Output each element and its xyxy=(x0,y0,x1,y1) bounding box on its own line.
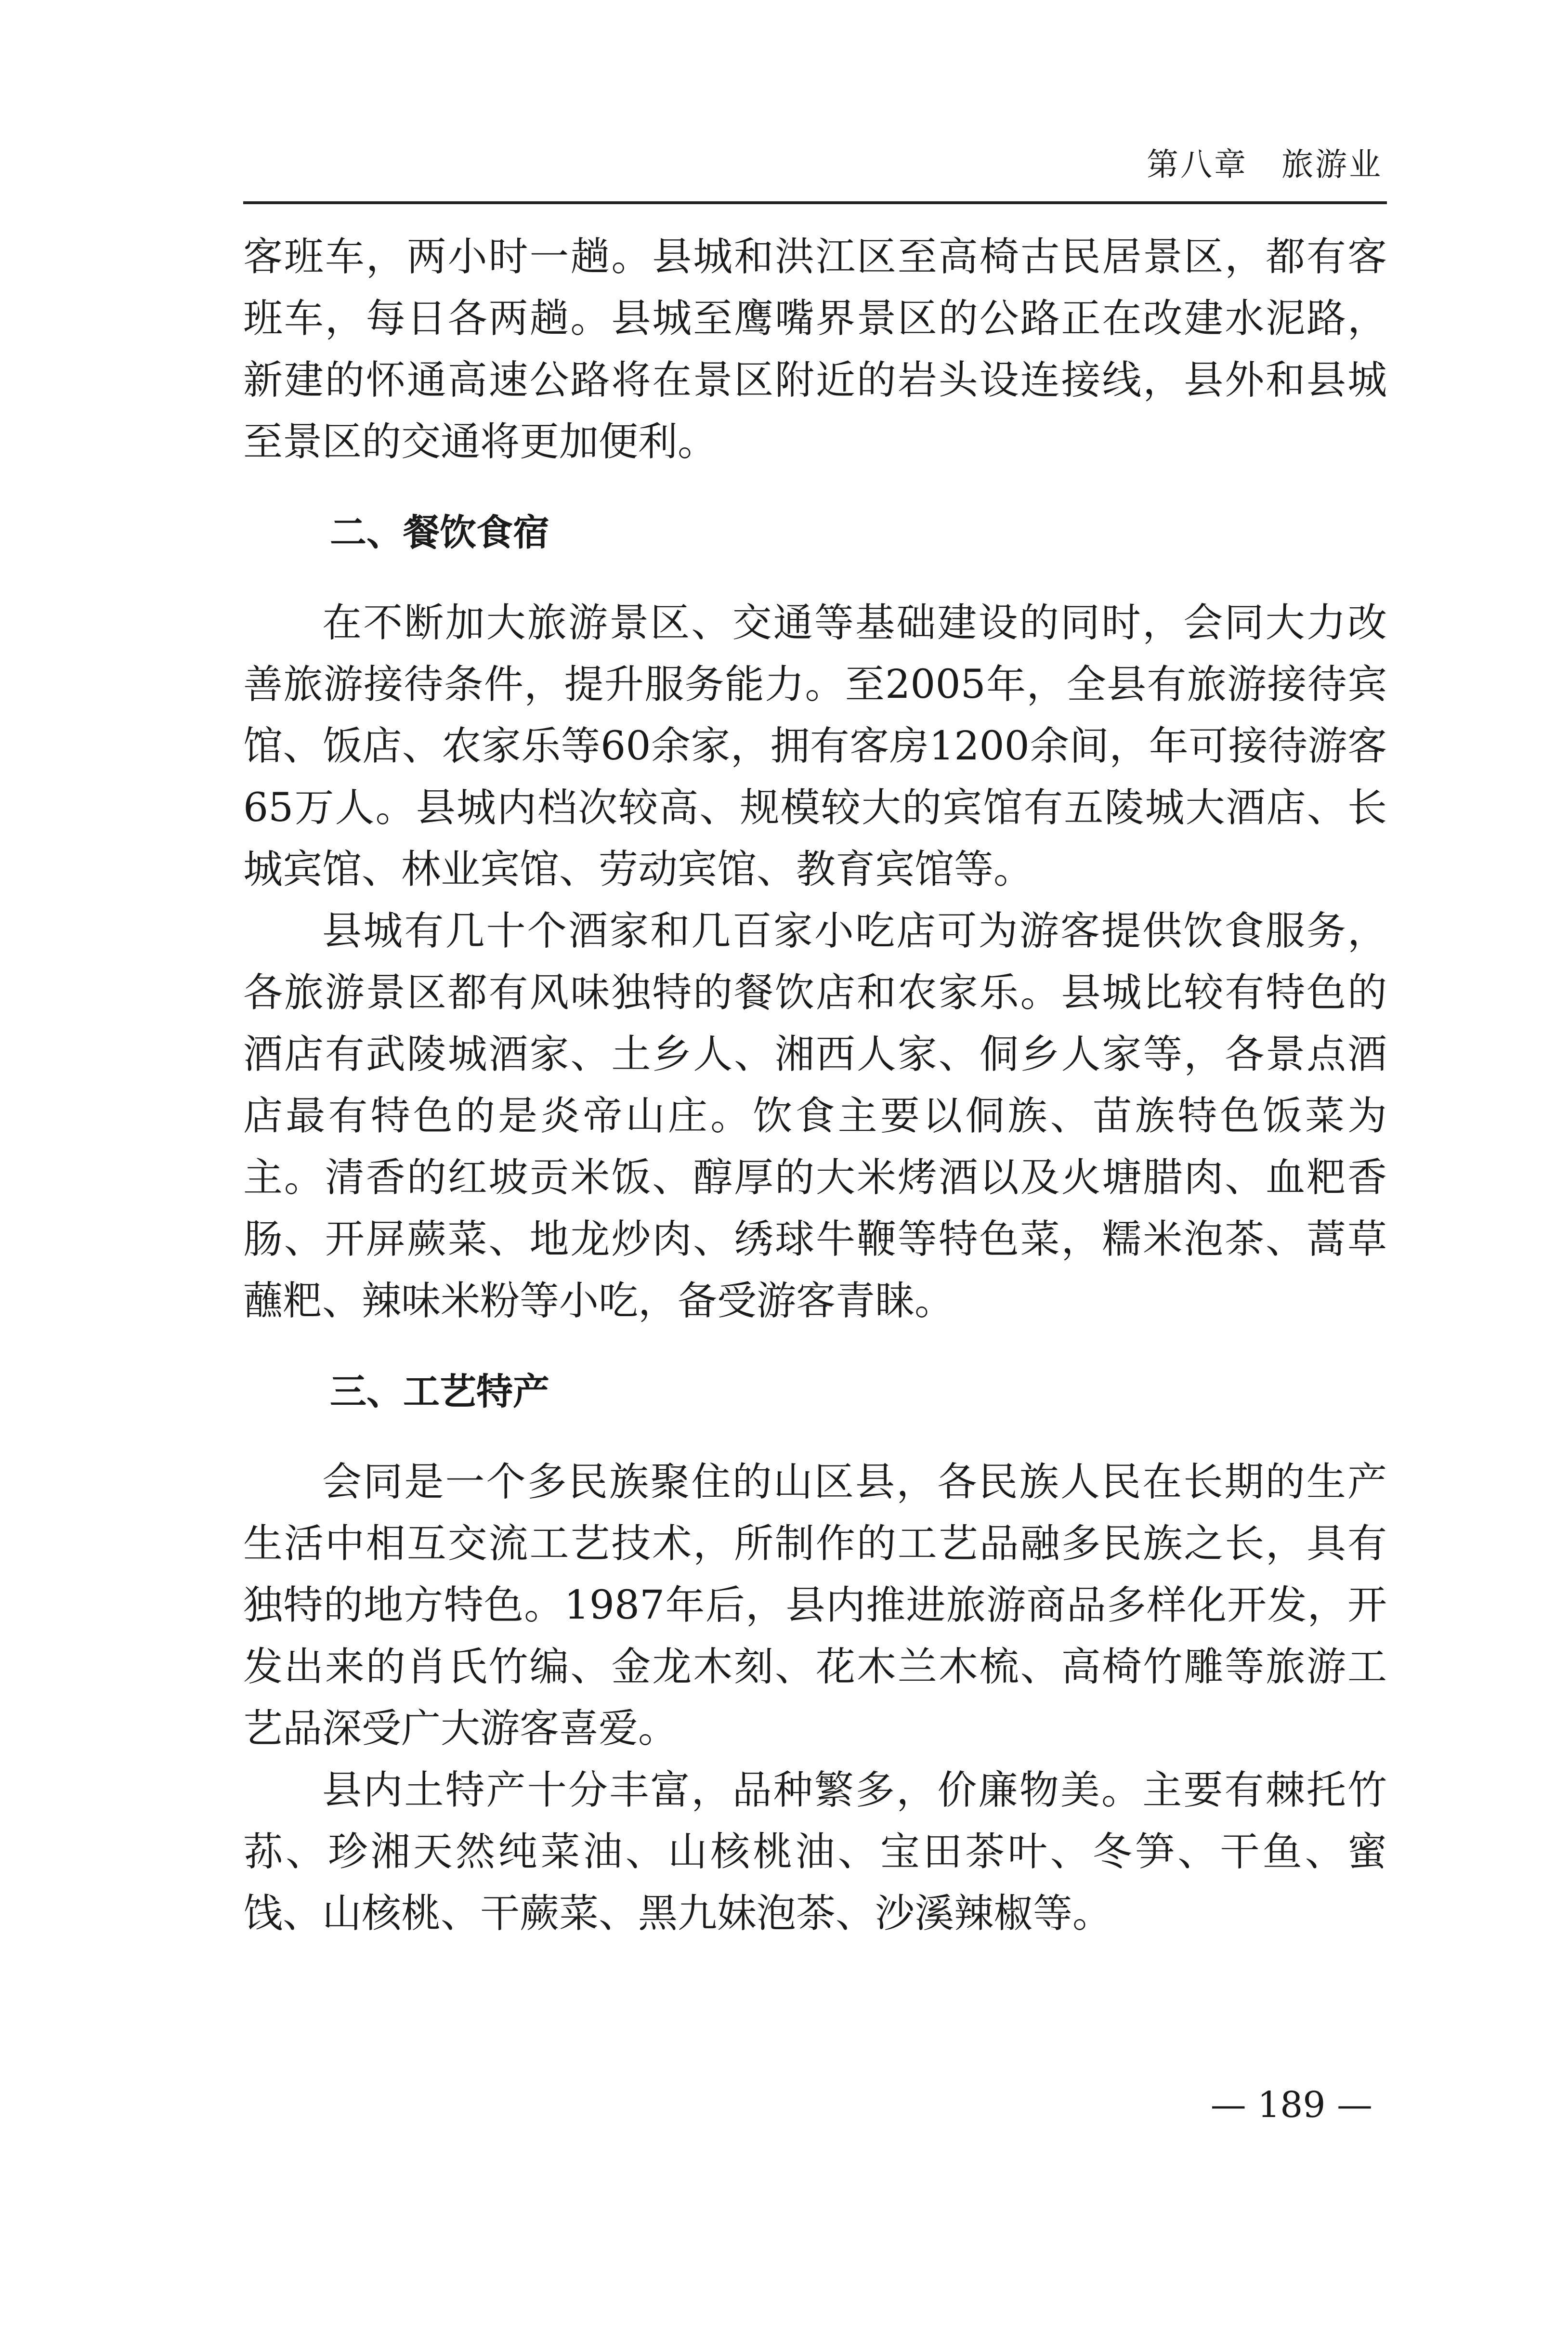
paragraph: 县城有几十个酒家和几百家小吃店可为游客提供饮食服务，各旅游景区都有风味独特的餐饮店和农家乐。县城比较有特色的酒店有武陵城酒家、土乡人、湘西人家、侗乡人家等，各景点酒店最有特色的是炎帝山庄。饮食主要以侗族、苗族特色饭菜为主。清香的红坡贡米饭、醇厚的大米烤酒以及火塘腊肉、血粑香肠、开屏蕨菜、地龙炒肉、绣球牛鞭等特色菜，糯米泡茶、蒿草蘸粑、辣味米粉等小吃，备受游客青睐。 xyxy=(243,908,1387,1324)
running-head-chapter-title: 第八章 旅游业 xyxy=(1147,146,1383,183)
page-body xyxy=(243,226,1387,1945)
section-heading-dining-lodging: 二、餐饮食宿 xyxy=(330,511,549,554)
section-heading-crafts-specialties: 三、工艺特产 xyxy=(330,1370,549,1413)
paragraph: 在不断加大旅游景区、交通等基础建设的同时，会同大力改善旅游接待条件，提升服务能力。至2005年，全县有旅游接待宾馆、饭店、农家乐等60余家，拥有客房1200余间，年可接待游客65万人。县城内档次较高、规模较大的宾馆有五陵城大酒店、长城宾馆、林业宾馆、劳动宾馆、教育宾馆等。 xyxy=(243,600,1387,892)
page-number: — 189 — xyxy=(1210,2084,1372,2126)
paragraph-continued: 客班车，两小时一趟。县城和洪江区至高椅古民居景区，都有客班车，每日各两趟。县城至鹰嘴界景区的公路正在改建水泥路，新建的怀通高速公路将在景区附近的岩头设连接线，县外和县城至景区的交通将更加便利。 xyxy=(243,234,1387,465)
header-rule xyxy=(243,201,1387,204)
paragraph: 会同是一个多民族聚住的山区县，各民族人民在长期的生产生活中相互交流工艺技术，所制作的工艺品融多民族之长，具有独特的地方特色。1987年后，县内推进旅游商品多样化开发，开发出来的肖氏竹编、金龙木刻、花木兰木梳、高椅竹雕等旅游工艺品深受广大游客喜爱。 xyxy=(243,1459,1387,1751)
paragraph: 县内土特产十分丰富，品种繁多，价廉物美。主要有棘托竹荪、珍湘天然纯菜油、山核桃油、宝田茶叶、冬笋、干鱼、蜜饯、山核桃、干蕨菜、黑九妹泡茶、沙溪辣椒等。 xyxy=(243,1767,1387,1936)
